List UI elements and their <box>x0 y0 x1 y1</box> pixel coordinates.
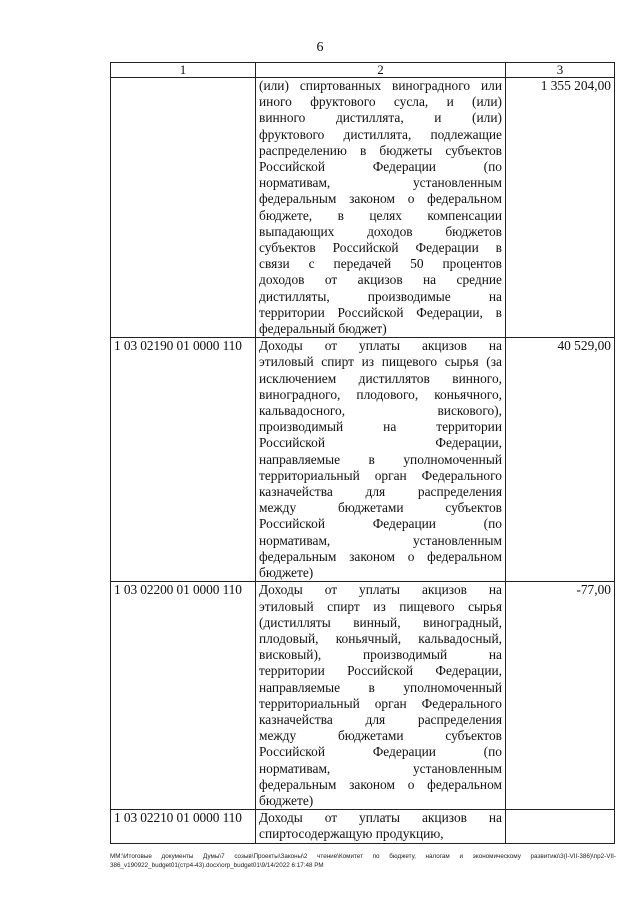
description-line: Российской Федерации, <box>259 435 502 451</box>
table-row <box>111 338 615 582</box>
description-line: доходов от акцизов на средние <box>259 272 502 288</box>
description-line: бюджете) <box>259 565 314 581</box>
description-line: (дистилляты винный, виноградный, <box>259 614 502 630</box>
description-line: нормативам, установленным <box>259 760 502 776</box>
budget-code <box>111 78 256 338</box>
description-line: субъектов Российской Федерации в <box>259 240 502 256</box>
document-path-footer <box>110 852 616 870</box>
footer-line-2: 386_v190922_budget01(стр4-43).docx\orp_budget01\9/14/2022 6:17:48 PM <box>110 862 324 869</box>
revenue-description <box>256 810 506 843</box>
description-line: Российской Федерации (по <box>259 744 502 760</box>
description-line: между бюджетами субъектов <box>259 500 502 516</box>
table-row <box>111 582 615 810</box>
revenue-amount: 1 355 204,00 <box>506 78 615 338</box>
description-line: производимый на территории <box>259 419 502 435</box>
footer-line-1: ММ:\Итоговые документы Думы\7 созыв\Проекты\Законы\2 чтение\Комитет по бюджету, налогам и экономическому развитию\3(I-VII-386)\пр2-VII- <box>110 853 616 860</box>
description-line: бюджете) <box>259 792 314 808</box>
description-line: Доходы от уплаты акцизов на <box>259 810 502 826</box>
revenue-amount: -77,00 <box>506 582 615 810</box>
header-col-1: 1 <box>111 63 256 78</box>
header-col-2: 2 <box>256 63 506 78</box>
description-line: территориальный орган Федерального <box>259 695 502 711</box>
revenue-amount: 40 529,00 <box>506 338 615 582</box>
description-line: казначейства для распределения <box>259 711 502 727</box>
description-line: (или) спиртованных виноградного или <box>259 78 502 93</box>
description-line: Российской Федерации (по <box>259 159 502 175</box>
description-line: между бюджетами субъектов <box>259 728 502 744</box>
table-row <box>111 810 615 843</box>
description-line: распределению в бюджеты субъектов <box>259 142 502 158</box>
description-line: виноградного, плодового, коньячного, <box>259 386 502 402</box>
description-line: Российской Федерации (по <box>259 516 502 532</box>
description-line: Доходы от уплаты акцизов на <box>259 582 502 598</box>
page-number: 6 <box>316 40 324 55</box>
description-line: нормативам, установленным <box>259 175 502 191</box>
budget-revenue-table <box>110 62 615 844</box>
revenue-description <box>256 582 506 810</box>
description-line: этиловый спирт из пищевого сырья <box>259 598 502 614</box>
description-line: территориальный орган Федерального <box>259 467 502 483</box>
budget-code: 1 03 02210 01 0000 110 <box>111 810 256 843</box>
description-line: винного дистиллята, и (или) <box>259 110 502 126</box>
budget-code: 1 03 02190 01 0000 110 <box>111 338 256 582</box>
description-line: этиловый спирт из пищевого сырья (за <box>259 354 502 370</box>
revenue-description <box>256 78 506 338</box>
header-col-3: 3 <box>506 63 615 78</box>
description-line: территории Российской Федерации, <box>259 663 502 679</box>
description-line: направляемые в уполномоченный <box>259 679 502 695</box>
description-line: исключением дистиллятов винного, <box>259 370 502 386</box>
description-line: кальвадосного, вискового), <box>259 403 502 419</box>
description-line: федеральным законом о федеральном <box>259 548 502 564</box>
description-line: выпадающих доходов бюджетов <box>259 223 502 239</box>
budget-code: 1 03 02200 01 0000 110 <box>111 582 256 810</box>
description-line: федеральным законом о федеральном <box>259 776 502 792</box>
description-line: федеральным законом о федеральном <box>259 191 502 207</box>
description-line: нормативам, установленным <box>259 532 502 548</box>
description-line: иного фруктового сусла, и (или) <box>259 94 502 110</box>
description-line: казначейства для распределения <box>259 484 502 500</box>
description-line: территории Российской Федерации, в <box>259 304 502 320</box>
description-line: направляемые в уполномоченный <box>259 451 502 467</box>
table-row <box>111 78 615 338</box>
description-line: спиртосодержащую продукцию, <box>259 826 444 842</box>
table-header-row <box>111 63 615 78</box>
revenue-description <box>256 338 506 582</box>
description-line: федеральный бюджет) <box>259 321 387 337</box>
description-line: бюджете, в целях компенсации <box>259 207 502 223</box>
description-line: плодовый, коньячный, кальвадосный, <box>259 630 502 646</box>
revenue-amount <box>506 810 615 843</box>
description-line: дистилляты, производимые на <box>259 288 502 304</box>
description-line: связи с передачей 50 процентов <box>259 256 502 272</box>
description-line: фруктового дистиллята, подлежащие <box>259 126 502 142</box>
description-line: Доходы от уплаты акцизов на <box>259 338 502 354</box>
description-line: висковый), производимый на <box>259 647 502 663</box>
